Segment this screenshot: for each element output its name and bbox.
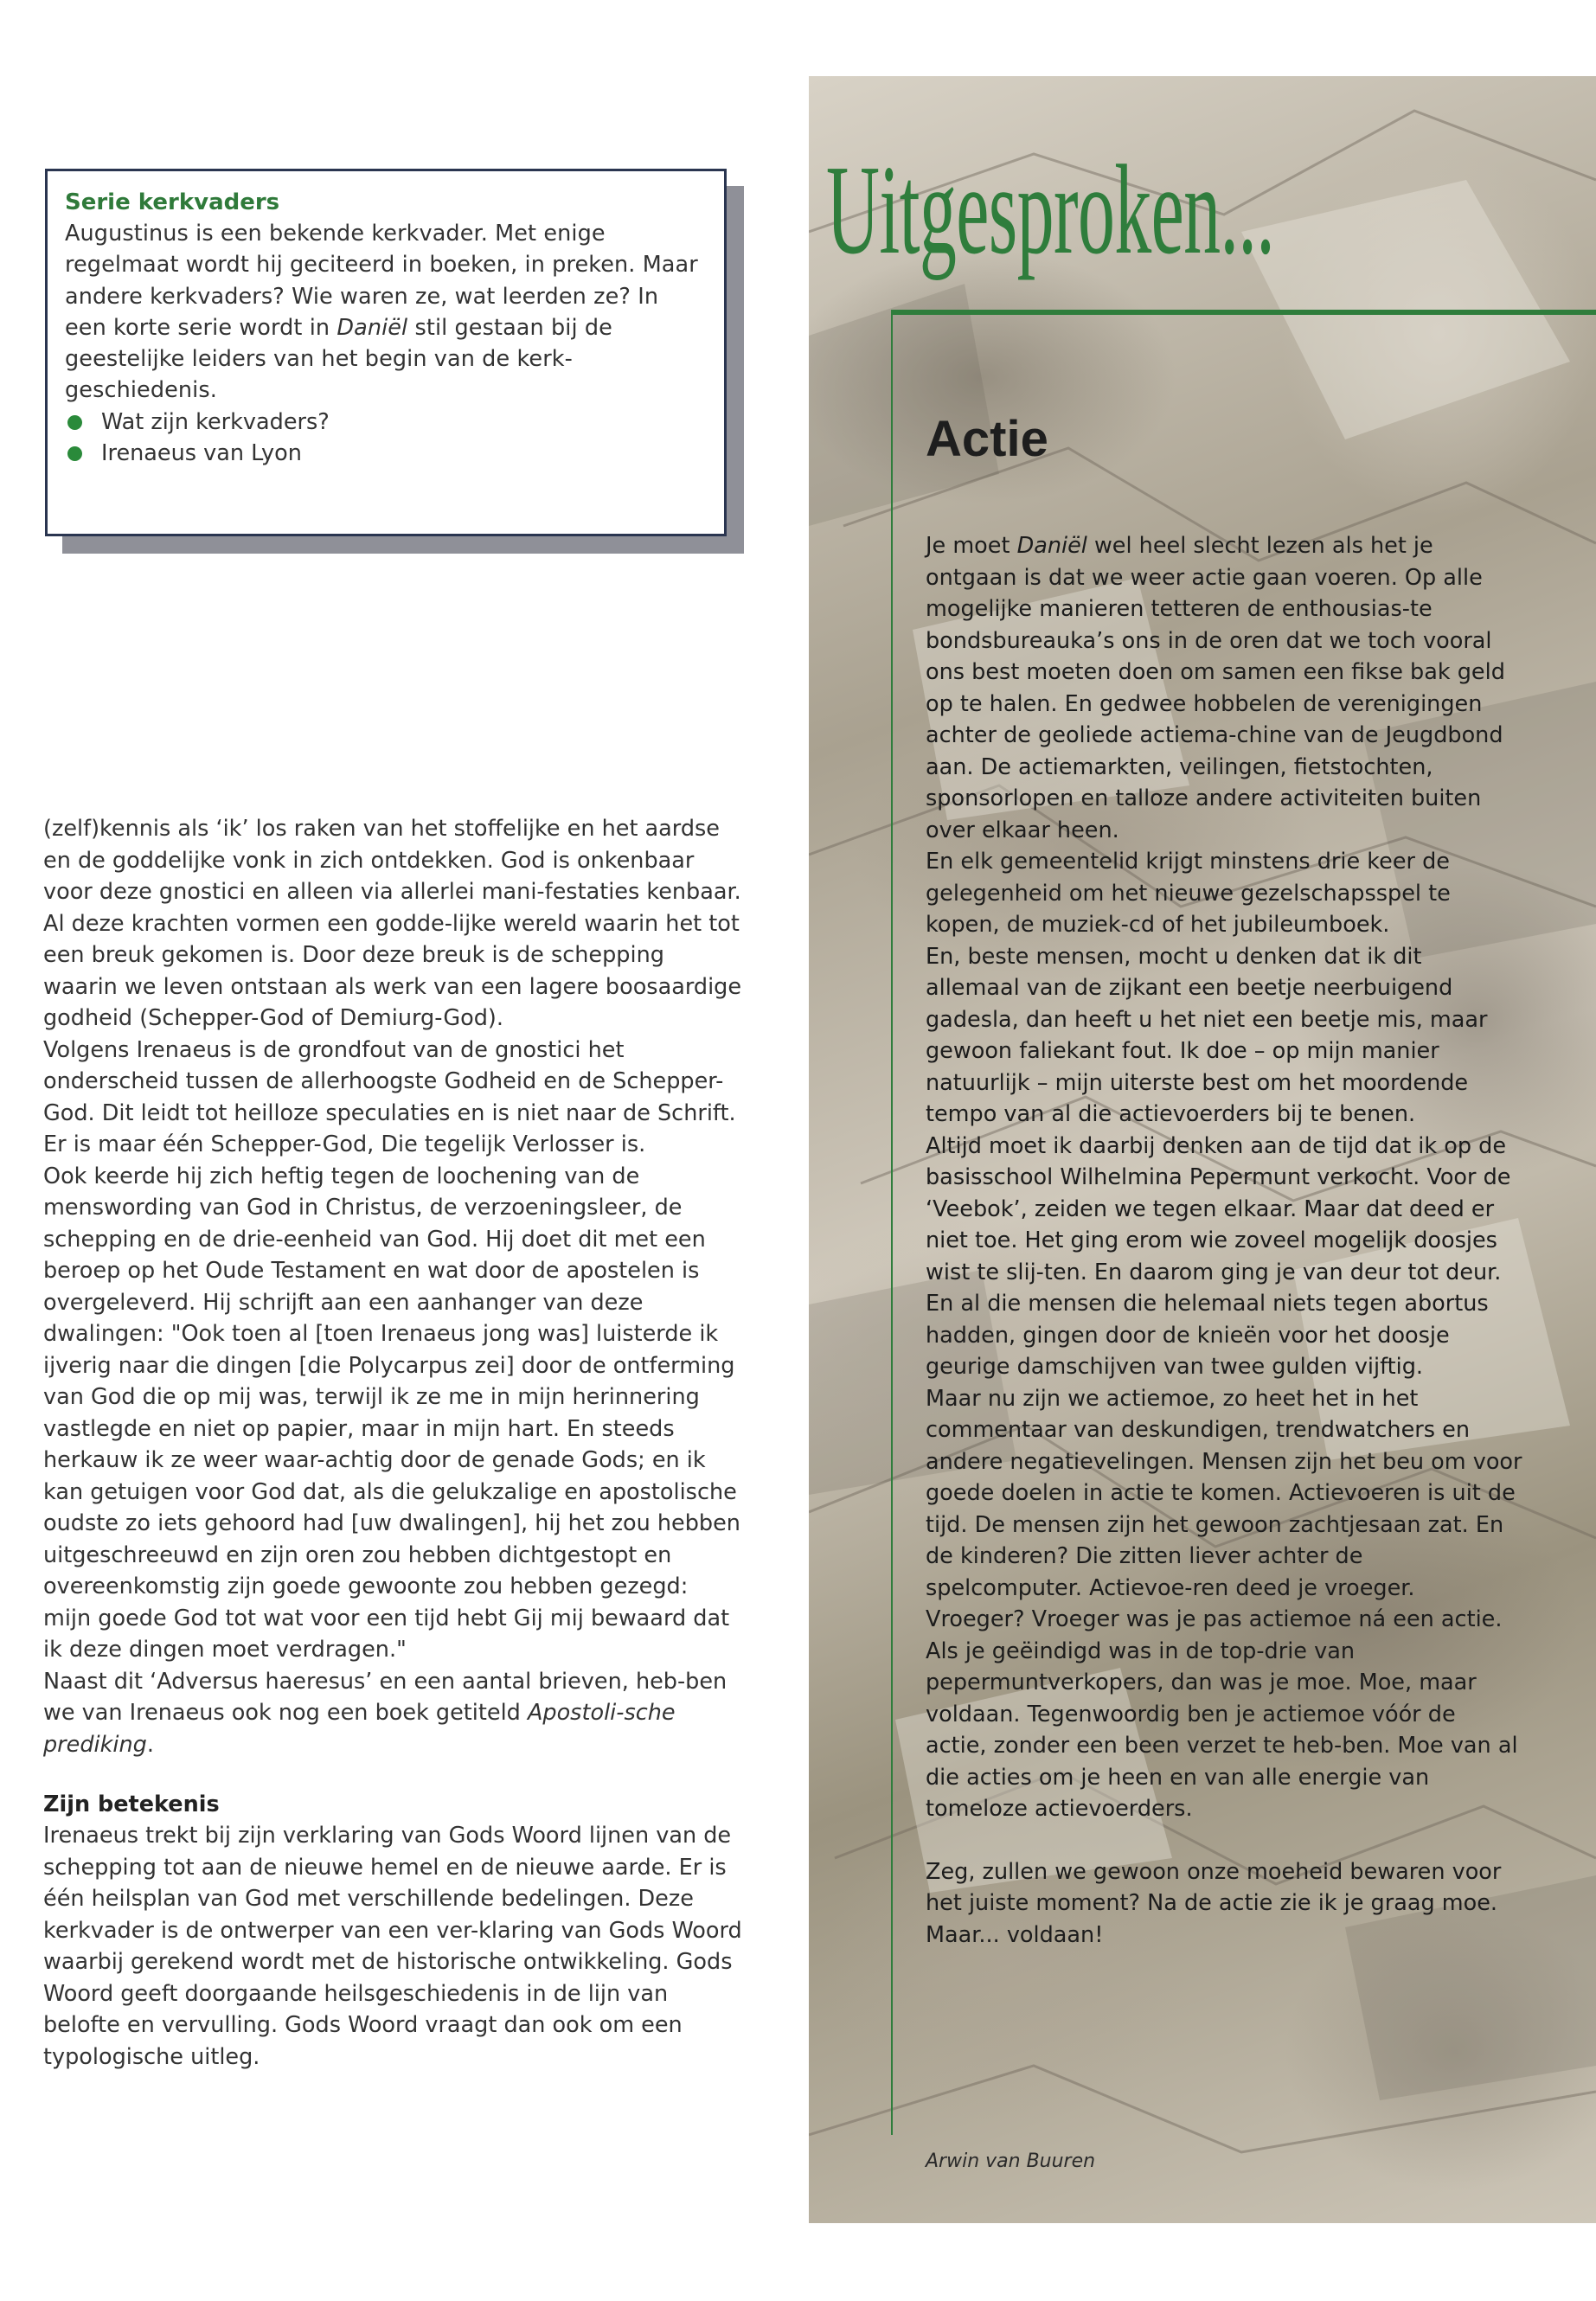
magazine-name: Daniël — [337, 314, 408, 341]
series-intro: Augustinus is een bekende kerkvader. Met enige regelmaat wordt hij geciteerd in boeken, in preken. Maar andere kerkvaders? Wie waren ze, wat leerden ze? In een korte serie wordt in Daniël stil gestaan bij de geestelijke leiders van het begin van de kerk-geschiedenis. — [65, 221, 698, 404]
paragraph: En, beste mensen, mocht u denken dat ik dit allemaal van de zijkant een beetje neerbuigend gadesla, dan heeft u het niet een beetje mis, maar gewoon faliekant fout. Ik doe – op mijn manier natuurlijk – mijn uiterste best om het moordende tempo van al die actievoerders bij te benen. — [926, 943, 1488, 1127]
title-rule — [891, 310, 1596, 315]
vertical-rule — [891, 310, 893, 2135]
bullet-icon — [67, 415, 82, 430]
paragraph: (zelf)kennis als ‘ik’ los raken van het stoffelijke en het aardse en de goddelijke vonk in zich ontdekken. God is onkenbaar voor deze gnostici en alleen via allerlei mani-festaties kenbaar. Al deze krachten vormen een godde-lijke wereld waarin het tot een breuk gekomen is. Door deze breuk is de schepping waarin we leven ontstaan als werk van een lagere boosaardige godheid (Schepper-God of Demiurg-God). — [43, 816, 742, 1031]
series-list — [65, 407, 707, 470]
paragraph: Maar nu zijn we actiemoe, zo heet het in het commentaar van deskundigen, trendwatchers en andere negatievelingen. Mensen zijn het beu om voor goede doelen in actie te komen. Actievoeren is uit de tijd. De mensen zijn het gewoon zachtjesaan zat. En de kinderen? Die zitten liever achter de spelcomputer. Actievoe-ren deed je vroeger. — [926, 1385, 1522, 1601]
series-list-item: Irenaeus van Lyon — [65, 438, 707, 469]
paragraph: Volgens Irenaeus is de grondfout van de gnostici het onderscheid tussen de allerhoogste Godheid en de Schepper-God. Dit leidt tot heilloze speculaties en is niet naar de Schrift. Er is maar één Schepper-God, Die tegelijk Verlosser is. — [43, 1036, 736, 1157]
series-info-box — [45, 169, 727, 536]
subheading: Zijn betekenis — [43, 1791, 220, 1817]
series-title: Serie kerkvaders — [65, 189, 280, 215]
series-list-item: Wat zijn kerkvaders? — [65, 407, 707, 438]
author-byline: Arwin van Buuren — [926, 2150, 1096, 2172]
paragraph: Je moet Daniël wel heel slecht lezen als het je ontgaan is dat we weer actie gaan voeren. Op alle mogelijke manieren tetteren de enthousias-te bondsbureauka’s ons in de oren dat we toch vooral ons best moeten doen om samen een fikse bak geld op te halen. En gedwee hobbelen de verenigingen achter de geoliede actiema-chine van de Jeugdbond aan. De actiemarkten, veilingen, fietstochten, sponsorlopen en talloze andere activiteiten buiten over elkaar heen. — [926, 533, 1505, 843]
column-title: Uitgesproken... — [826, 139, 1275, 281]
paragraph: Ook keerde hij zich heftig tegen de loochening van de menswording van God in Christus, de verzoeningsleer, de schepping en de drie-eenheid van God. Hij doet dit met een beroep op het Oude Testament en wat door de apostelen is overgeleverd. Hij schrijft aan een aanhanger van deze dwalingen: "Ook toen al [toen Irenaeus jong was] luisterde ik ijverig naar die dingen [die Polycarpus zei] door de ontferming van God die op mij was, terwijl ik ze me in mijn herinnering vastlegde en niet op papier, maar in mijn hart. En steeds herkauw ik ze weer waar-achtig door de genade Gods; en ik kan getuigen voor God dat, als die gelukzalige en apostolische oudste zo iets gehoord had [uw dwalingen], hij het zou hebben uitgeschreeuwd en zijn oren zou hebben dichtgestopt en overeenkomstig zijn goede gewoonte zou hebben gezegd: mijn goede God tot wat voor een tijd hebt Gij mij bewaard dat ik deze dingen moet verdragen." — [43, 1163, 740, 1663]
opinion-panel — [809, 76, 1596, 2223]
paragraph: Vroeger? Vroeger was je pas actiemoe ná een actie. Als je geëindigd was in de top-drie van pepermuntverkopers, dan was je moe. Moe, maar voldaan. Tegenwoordig ben je actiemoe vóór de actie, zonder een been verzet te heb-ben. Moe van al die acties om je heen en van alle energie van tomeloze actievoerders. — [926, 1606, 1518, 1822]
opinion-article — [926, 530, 1522, 1951]
book-title: Apostoli-sche prediking — [43, 1700, 676, 1758]
paragraph: Altijd moet ik daarbij denken aan de tijd dat ik op de basisschool Wilhelmina Pepermunt verkocht. Voor de ‘Veebok’, zeiden we tegen elkaar. Maar dat deed er niet toe. Het ging erom wie zoveel mogelijk doosjes wist te slij-ten. En daarom ging je van deur tot deur. En al die mensen die helemaal niets tegen abortus hadden, gingen door de knieën voor het doosje geurige damschijven van twee gulden vijftig. — [926, 1132, 1511, 1380]
irenaeus-article-column — [43, 813, 742, 2073]
paragraph: Irenaeus trekt bij zijn verklaring van Gods Woord lijnen van de schepping tot aan de nieuwe hemel en de nieuwe aarde. Er is één heilsplan van God met verschillende bedelingen. Deze kerkvader is de ontwerper van een ver-klaring van Gods Woord waarbij gerekend wordt met de historische ontwikkeling. Gods Woord geeft doorgaande heilsgeschiedenis in de lijn van belofte en vervulling. Gods Woord vraagt dan ook om een typologische uitleg. — [43, 1823, 742, 2070]
paragraph: En elk gemeentelid krijgt minstens drie keer de gelegenheid om het nieuwe gezelschapsspel te kopen, de muziek-cd of het jubileumboek. — [926, 849, 1451, 938]
magazine-name: Daniël — [1016, 533, 1087, 559]
article-heading: Actie — [926, 411, 1048, 467]
bullet-icon — [67, 446, 82, 461]
paragraph: Zeg, zullen we gewoon onze moeheid bewaren voor het juiste moment? Na de actie zie ik je graag moe. Maar... voldaan! — [926, 1858, 1502, 1948]
paragraph: Naast dit ‘Adversus haeresus’ en een aantal brieven, heb-ben we van Irenaeus ook nog een boek getiteld Apostoli-sche prediking. — [43, 1668, 727, 1758]
